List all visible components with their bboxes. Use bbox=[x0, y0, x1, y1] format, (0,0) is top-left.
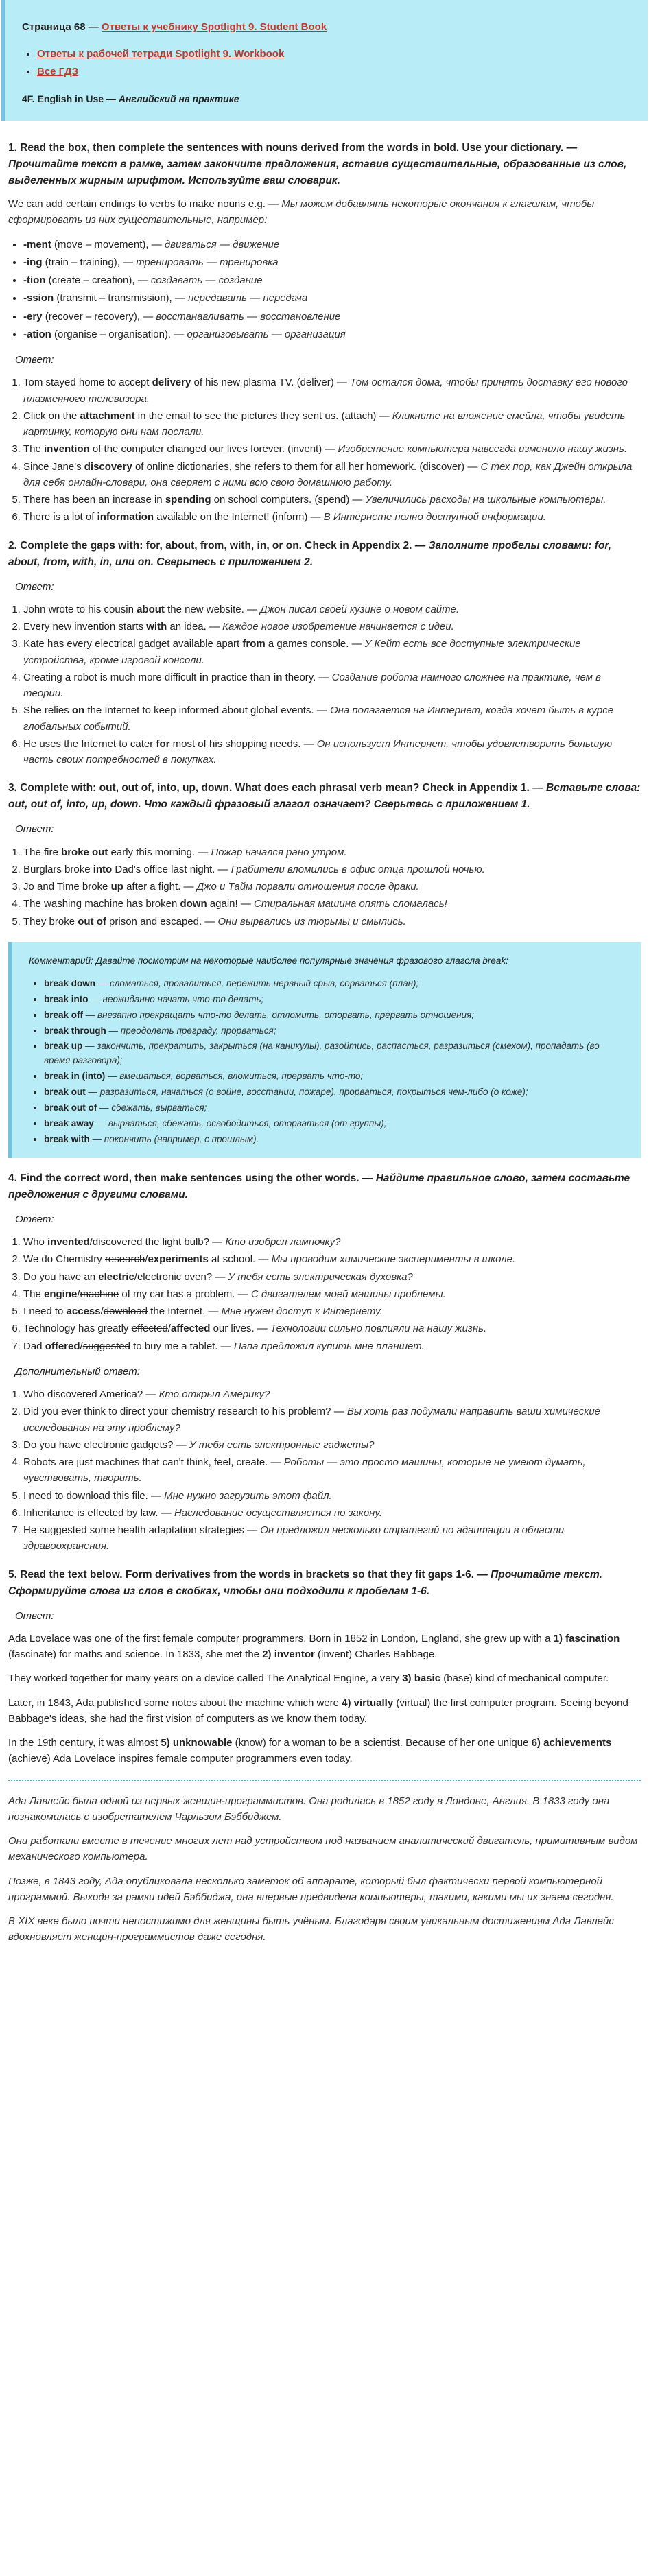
list-item: 2. Every new invention starts with an idea. — Каждое новое изобретение начинается с идеи. bbox=[23, 619, 641, 635]
comment-list bbox=[29, 977, 624, 1147]
list-item: 5. I need to download this file. — Мне нужно загрузить этот файл. bbox=[23, 1488, 641, 1504]
comment-intro: Комментарий: Давайте посмотрим на некоторые наиболее популярные значения фразового глагола break: bbox=[29, 955, 508, 966]
list-item: • -ation (organise – organisation). — организовывать — организация bbox=[23, 327, 641, 342]
task5-paragraph-3: Later, in 1843, Ada published some notes about the machine which were 4) virtually (virtual) the first computer program. Seeing beyond Babbage's ideas, she had the first vision of computers as we know them today. bbox=[8, 1697, 628, 1725]
answer-label: Ответ: bbox=[15, 580, 54, 593]
list-item: 7. He suggested some health adaptation strategies — Он предложил несколько стратегий по адаптации в области здравоохранения. bbox=[23, 1522, 641, 1555]
student-book-link[interactable]: Ответы к учебнику Spotlight 9. Student Book bbox=[101, 21, 327, 33]
list-item: • break down — сломаться, провалиться, пережить нервный срыв, сорваться (план); bbox=[44, 977, 624, 991]
task1-title-ru: — Прочитайте текст в рамке, затем закончите предложения, вставив существительные, образованные из слов, выделенных жирным шрифтом. Используйте ваш словарик. bbox=[8, 142, 627, 187]
list-item: 1. The fire broke out early this morning. — Пожар начался рано утром. bbox=[23, 844, 641, 860]
task1-title bbox=[8, 140, 641, 189]
topic-ru: Английский на практике bbox=[118, 93, 239, 104]
list-item: 6. Inheritance is effected by law. — Наследование осуществляется по закону. bbox=[23, 1505, 641, 1521]
list-item: 5. She relies on the Internet to keep informed about global events. — Она полагается на Интернет, когда хочет быть в курсе глобальных событий. bbox=[23, 702, 641, 735]
list-item: • break in (into) — вмешаться, ворваться, вломиться, прервать что-то; bbox=[44, 1070, 624, 1084]
extra-answer-label: Дополнительный ответ: bbox=[15, 1365, 140, 1378]
list-item: 6. There is a lot of information available on the Internet! (inform) — В Интернете полно доступной информации. bbox=[23, 509, 641, 525]
list-item: 5. They broke out of prison and escaped. — Они вырвались из тюрьмы и смылись. bbox=[23, 914, 641, 930]
list-item: 4. Robots are just machines that can't think, feel, create. — Роботы — это просто машины, которые не умеют думать, чувствовать, творить. bbox=[23, 1454, 641, 1487]
content bbox=[1, 121, 648, 1946]
task3-answers bbox=[8, 844, 641, 930]
list-item bbox=[37, 64, 631, 80]
translation-paragraph: В XIX веке было почти непостижимо для женщины быть учёным. Благодаря своим уникальным достижениям Ада Лавлейс вдохновляет женщин-программистов даже сегодня. bbox=[8, 1915, 614, 1943]
task5-title: 5. Read the text below. Form derivatives from the words in brackets so that they fit gaps 1-6. — Прочитайте текст. Сформируйте слова из слов в скобках, чтобы они подходили к пробелам 1-6. bbox=[8, 1568, 602, 1597]
translation-paragraph: Они работали вместе в течение многих лет над устройством под названием аналитический двигатель, примитивным видом механического компьютера. bbox=[8, 1835, 638, 1863]
list-item: 3. Do you have an electric/electronic oven? — У тебя есть электрическая духовка? bbox=[23, 1269, 641, 1285]
list-item: 3. Kate has every electrical gadget available apart from a games console. — У Кейт есть все доступные электрические устройства, кроме игровой консоли. bbox=[23, 636, 641, 668]
workbook-link[interactable]: Ответы к рабочей тетради Spotlight 9. Workbook bbox=[37, 48, 285, 60]
list-item: • break out of — сбежать, вырваться; bbox=[44, 1101, 624, 1115]
list-item: • break out — разразиться, начаться (о войне, восстании, пожаре), прорваться, покрыться чем-либо (о коже); bbox=[44, 1085, 624, 1100]
answer-label: Ответ: bbox=[15, 823, 54, 836]
task4-answers bbox=[8, 1234, 641, 1354]
list-item: • -tion (create – creation), — создавать — создание bbox=[23, 272, 641, 288]
answer-label: Ответ: bbox=[15, 1213, 54, 1225]
list-item: 7. Dad offered/suggested to buy me a tablet. — Папа предложил купить мне планшет. bbox=[23, 1338, 641, 1354]
list-item: 1. John wrote to his cousin about the new website. — Джон писал своей кузине о новом сайте. bbox=[23, 602, 641, 617]
header-box bbox=[1, 0, 648, 121]
list-item: 2. Click on the attachment in the email to see the pictures they sent us. (attach) — Кликните на вложение емейла, чтобы увидеть картинку, которую они нам послали. bbox=[23, 408, 641, 440]
topic-title bbox=[22, 92, 631, 107]
list-item: 3. The invention of the computer changed our lives forever. (invent) — Изобретение компьютера навсегда изменило нашу жизнь. bbox=[23, 441, 641, 457]
list-item: 1. Who invented/discovered the light bulb? — Кто изобрел лампочку? bbox=[23, 1234, 641, 1250]
page-label: Страница 68 — bbox=[22, 21, 102, 33]
translation-block bbox=[8, 1793, 641, 1946]
task2-answers bbox=[8, 602, 641, 768]
list-item: 2. Did you ever think to direct your chemistry research to his problem? — Вы хоть раз подумали направить ваши химические исследования на эту проблему? bbox=[23, 1404, 641, 1436]
list-item: • -ing (train – training), — тренировать — тренировка bbox=[23, 255, 641, 270]
list-item: 3. Jo and Time broke up after a fight. — Джо и Тайм порвали отношения после драки. bbox=[23, 879, 641, 895]
list-item: • break away — вырваться, сбежать, освободиться, оторваться (от группы); bbox=[44, 1117, 624, 1131]
task1-answers bbox=[8, 375, 641, 525]
task5-paragraph-1: Ada Lovelace was one of the first female computer programmers. Born in 1852 in London, England, she grew up with a 1) fascination (fascinate) for maths and science. In 1833, she met the 2) inventor (invent) Charles Babbage. bbox=[8, 1632, 620, 1661]
page-heading bbox=[22, 19, 631, 35]
list-item: 5. I need to access/download the Internet. — Мне нужен доступ к Интернету. bbox=[23, 1303, 641, 1319]
answer-label: Ответ: bbox=[15, 1609, 54, 1622]
list-item: 4. The washing machine has broken down again! — Стиральная машина опять сломалась! bbox=[23, 896, 641, 912]
list-item: 5. There has been an increase in spending on school computers. (spend) — Увеличились расходы на школьные компьютеры. bbox=[23, 492, 641, 508]
task4-extra-answers bbox=[8, 1386, 641, 1555]
list-item: • -ssion (transmit – transmission), — передавать — передача bbox=[23, 290, 641, 306]
task1-title-en: 1. Read the box, then complete the sentences with nouns derived from the words in bold. Use your dictionary. bbox=[8, 142, 564, 154]
suffix-list bbox=[8, 237, 641, 343]
task2-title: 2. Complete the gaps with: for, about, from, with, in, or on. Check in Appendix 2. — Заполните пробелы словами: for, about, from, with, in, или on. Сверьтесь с приложением 2. bbox=[8, 539, 611, 568]
intro-en: We can add certain endings to verbs to make nouns e.g. — bbox=[8, 198, 282, 211]
list-item: 1. Who discovered America? — Кто открыл Америку? bbox=[23, 1386, 641, 1402]
translation-paragraph: Ада Лавлейс была одной из первых женщин-программистов. Она родилась в 1852 году в Лондоне, Англия. В 1833 году она познакомилась с изобретателем Чарльзом Бэббиджем. bbox=[8, 1795, 610, 1823]
list-item: • -ery (recover – recovery), — восстанавливать — восстановление bbox=[23, 309, 641, 324]
list-item: • break into — неожиданно начать что-то делать; bbox=[44, 993, 624, 1007]
list-item: • break through — преодолеть преграду, прорваться; bbox=[44, 1024, 624, 1039]
comment-box bbox=[8, 942, 641, 1158]
list-item: • break up — закончить, прекратить, закрыться (на каникулы), разойтись, распасться, разразиться (смехом), пропадать (во время разговора); bbox=[44, 1039, 624, 1068]
list-item: • break off — внезапно прекращать что-то делать, отломить, оторвать, прервать отношения; bbox=[44, 1008, 624, 1023]
list-item: 4. The engine/machine of my car has a problem. — С двигателем моей машины проблемы. bbox=[23, 1286, 641, 1302]
list-item: 2. We do Chemistry research/experiments at school. — Мы проводим химические эксперименты в школе. bbox=[23, 1251, 641, 1267]
divider bbox=[8, 1780, 641, 1781]
all-gdz-link[interactable]: Все ГДЗ bbox=[37, 65, 79, 78]
header-links bbox=[22, 46, 631, 80]
list-item: 6. He uses the Internet to cater for most of his shopping needs. — Он использует Интернет, чтобы удовлетворить большую часть своих потребностей в покупках. bbox=[23, 736, 641, 768]
translation-paragraph: Позже, в 1843 году, Ада опубликовала несколько заметок об аппарате, который был фактически первой компьютерной программой. Выходя за рамки идей Бэббиджа, она впервые предвидела компьютеры, такими, какими мы их знаем сегодня. bbox=[8, 1875, 614, 1903]
answer-label: Ответ: bbox=[15, 354, 54, 366]
list-item bbox=[37, 46, 631, 62]
list-item: 4. Since Jane's discovery of online dictionaries, she refers to them for all her homework. (discover) — С тех пор, как Джейн открыла для себя онлайн-словари, она сверяет с ними всю свою домашнюю работу. bbox=[23, 459, 641, 491]
list-item: • -ment (move – movement), — двигаться — движение bbox=[23, 237, 641, 252]
task3-title: 3. Complete with: out, out of, into, up, down. What does each phrasal verb mean? Check in Appendix 1. — Вставьте слова: out, out of, into, up, down. Что каждый фразовый глагол означает? Сверьтесь с приложением 1. bbox=[8, 782, 641, 811]
list-item: 2. Burglars broke into Dad's office last night. — Грабители вломились в офис отца прошлой ночью. bbox=[23, 862, 641, 877]
list-item: 6. Technology has greatly effected/affected our lives. — Технологии сильно повлияли на нашу жизнь. bbox=[23, 1321, 641, 1336]
intro-ru: Мы можем добавлять некоторые окончания к глаголам, чтобы сформировать из них существительные, например: bbox=[8, 198, 595, 226]
task5-paragraph-2: They worked together for many years on a device called The Analytical Engine, a very 3) basic (base) kind of mechanical computer. bbox=[8, 1673, 609, 1685]
task4-title: 4. Find the correct word, then make sentences using the other words. — Найдите правильное слово, затем составьте предложения с другими словами. bbox=[8, 1172, 630, 1201]
list-item: • break with — покончить (например, с прошлым). bbox=[44, 1133, 624, 1147]
list-item: 4. Creating a robot is much more difficult in practice than in theory. — Создание робота намного сложнее на практике, чем в теории. bbox=[23, 670, 641, 702]
list-item: 3. Do you have electronic gadgets? — У тебя есть электронные гаджеты? bbox=[23, 1437, 641, 1453]
task1-intro bbox=[8, 196, 641, 228]
task5-paragraph-4: In the 19th century, it was almost 5) unknowable (know) for a woman to be a scientist. Because of her one unique 6) achievements (achieve) Ada Lovelace inspires female computer programmers even today. bbox=[8, 1737, 612, 1765]
topic-en: 4F. English in Use — bbox=[22, 93, 119, 104]
list-item: 1. Tom stayed home to accept delivery of his new plasma TV. (deliver) — Том остался дома, чтобы принять доставку его нового плазменного телевизора. bbox=[23, 375, 641, 407]
